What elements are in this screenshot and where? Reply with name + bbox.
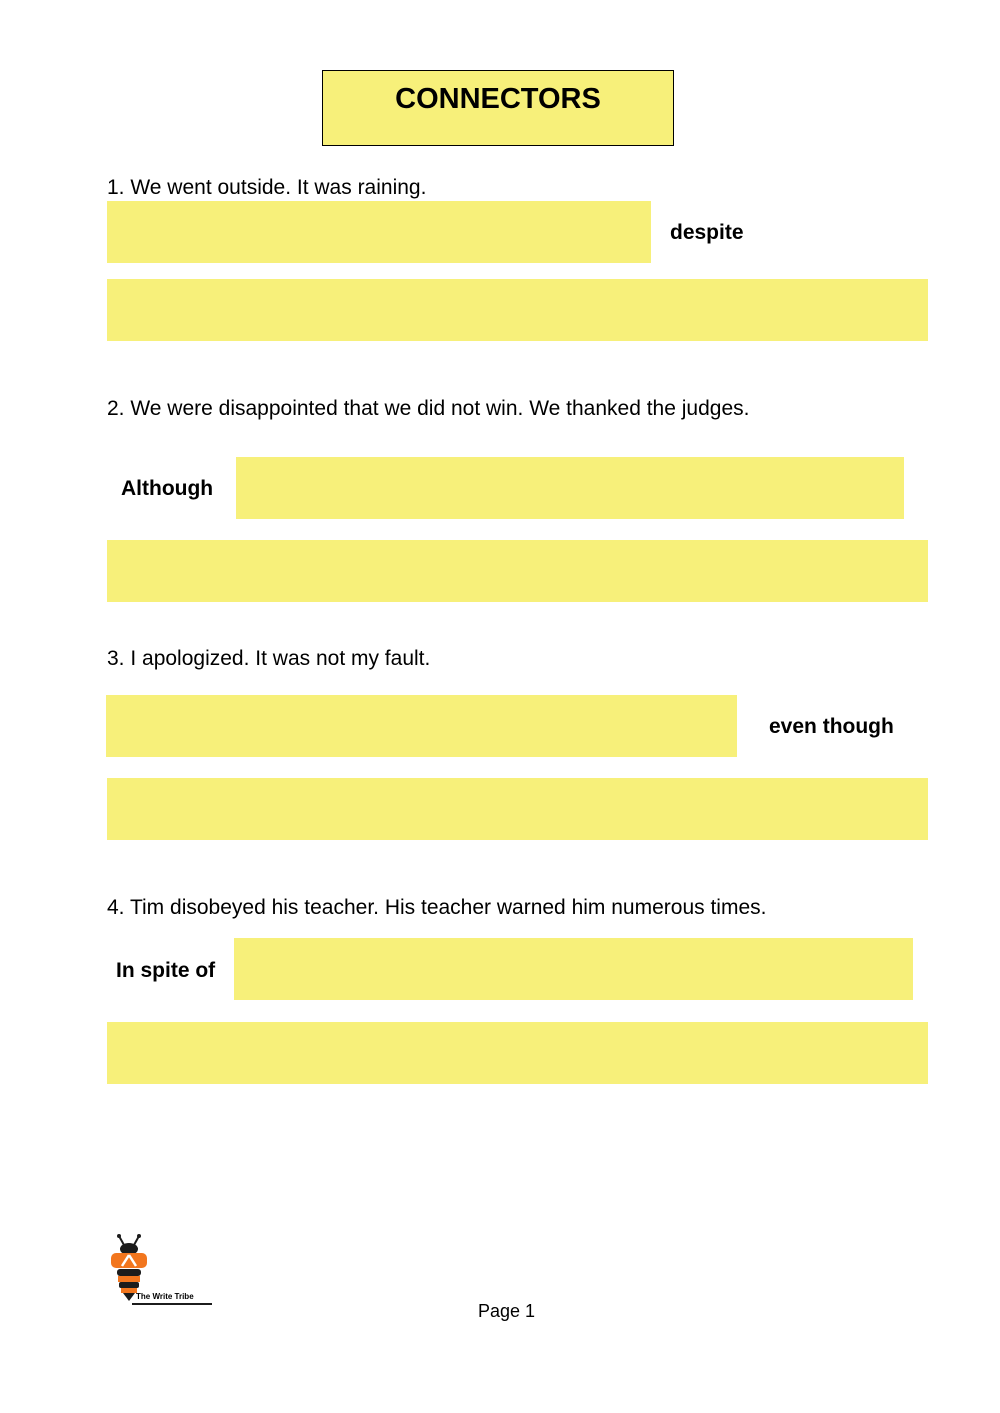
answer-field-1b[interactable] [107,279,928,341]
answer-field-2a[interactable] [236,457,904,519]
answer-field-4b[interactable] [107,1022,928,1084]
page-number: Page 1 [478,1301,536,1321]
write-tribe-logo [108,1233,216,1311]
question-2-prompt: 2. We were disappointed that we did not win. We thanked the judges. [107,397,750,420]
logo-underline [132,1303,212,1305]
logo-text: The Write Tribe [136,1292,194,1301]
answer-field-3b[interactable] [107,778,928,840]
question-1-prompt: 1. We went outside. It was raining. [107,176,427,199]
page-title: CONNECTORS [395,83,601,115]
question-3-prompt: 3. I apologized. It was not my fault. [107,647,431,670]
connector-keyword-3: even though [769,715,894,738]
connector-keyword-4: In spite of [116,959,216,982]
connector-keyword-2: Although [121,477,214,500]
answer-field-4a[interactable] [234,938,913,1000]
question-4-prompt: 4. Tim disobeyed his teacher. His teacher warned him numerous times. [107,896,767,919]
worksheet-title-box [322,70,674,146]
connector-keyword-1: despite [670,221,744,244]
answer-field-3a[interactable] [106,695,737,757]
answer-field-1a[interactable] [107,201,651,263]
answer-field-2b[interactable] [107,540,928,602]
